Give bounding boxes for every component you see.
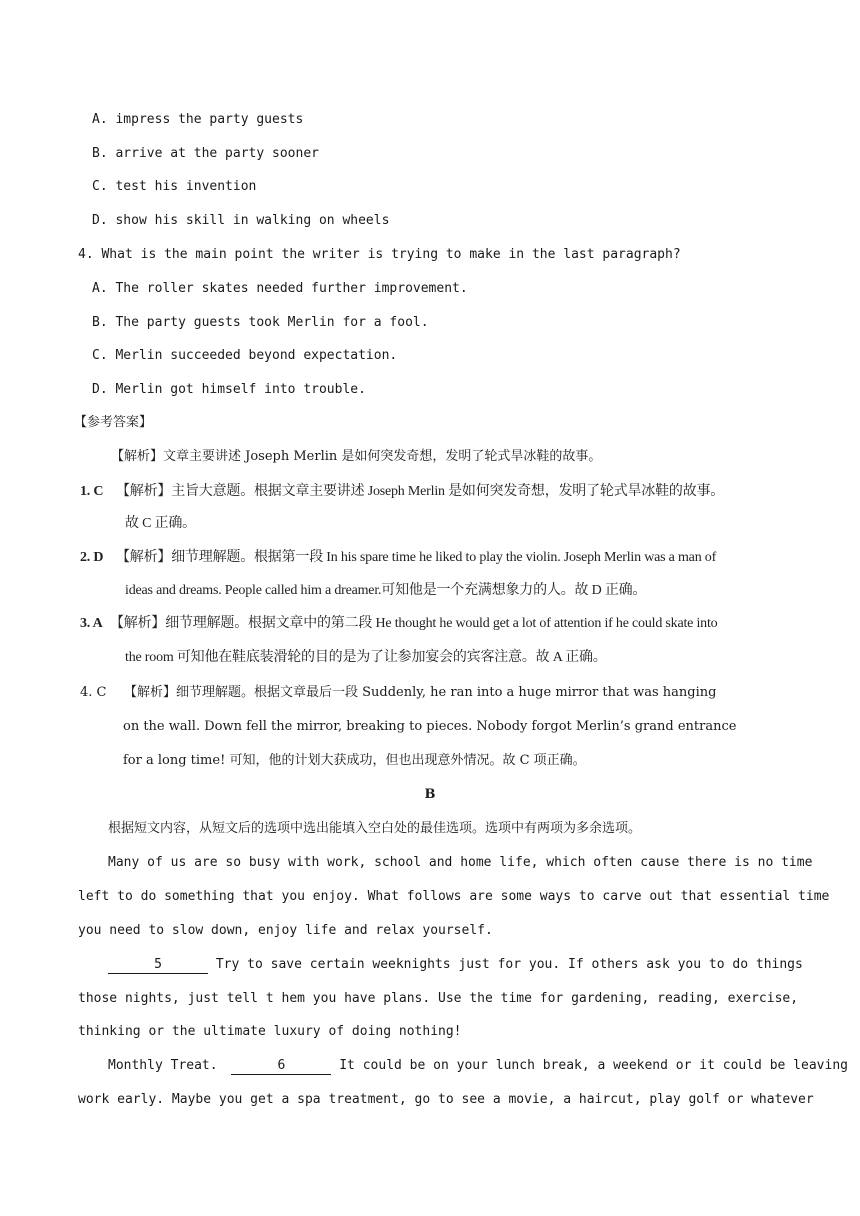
para1-line3: you need to slow down, enjoy life and relax yourself. — [78, 923, 493, 938]
answer-number: 1. C — [80, 484, 104, 499]
para3-text: It could be on your lunch break, a weekend or it could be leaving — [339, 1058, 848, 1073]
summary: 【解析】文章主要讲述 Joseph Merlin 是如何突发奇想，发明了轮式旱冰鞋的故事。 — [111, 449, 602, 464]
option-a: A. impress the party guests — [92, 112, 304, 127]
answer-1 — [80, 482, 724, 502]
q4-option-a: A. The roller skates needed further improvement. — [92, 281, 468, 296]
answer-text: 【解析】细节理解题。根据第一段 In his spare time he liked to play the violin. Joseph Merlin was a man of — [116, 550, 717, 565]
answer-text: 【解析】细节理解题。根据文章中的第二段 He thought he would get a lot of attention if he could skate into — [110, 616, 718, 631]
para3-line2: work early. Maybe you get a spa treatment, go to see a movie, a haircut, play golf or whatever — [78, 1092, 814, 1107]
blank-5[interactable]: 5 — [108, 957, 208, 974]
answer-1-cont: 故 C 正确。 — [125, 516, 196, 531]
para3-line1 — [108, 1056, 848, 1076]
para2-line1 — [108, 955, 803, 975]
question-4-stem: 4. What is the main point the writer is trying to make in the last paragraph? — [78, 247, 681, 262]
answer-number: 2. D — [80, 550, 104, 565]
answer-4-cont: on the wall. Down fell the mirror, breaking to pieces. Nobody forgot Merlin’s grand entrance — [123, 719, 737, 734]
para3-lead: Monthly Treat. — [108, 1058, 218, 1073]
answer-2-cont: ideas and dreams. People called him a dreamer.可知他是一个充满想象力的人。故 D 正确。 — [125, 583, 647, 598]
option-d: D. show his skill in walking on wheels — [92, 213, 390, 228]
answer-number: 3. A — [80, 616, 103, 631]
para2-text: Try to save certain weeknights just for you. If others ask you to do things — [215, 957, 803, 972]
answer-2 — [80, 548, 716, 568]
answer-3-cont: the room 可知他在鞋底装滑轮的目的是为了让参加宴会的宾客注意。故 A 正确。 — [125, 650, 607, 665]
option-c: C. test his invention — [92, 179, 257, 194]
q4-option-c: C. Merlin succeeded beyond expectation. — [92, 348, 398, 363]
answer-text: 【解析】主旨大意题。根据文章主要讲述 Joseph Merlin 是如何突发奇想，发明了轮式旱冰鞋的故事。 — [116, 484, 725, 499]
section-b-title: B — [424, 787, 436, 802]
para2-line2: those nights, just tell t hem you have plans. Use the time for gardening, reading, exercise, — [78, 991, 799, 1006]
para2-line3: thinking or the ultimate luxury of doing nothing! — [78, 1024, 462, 1039]
q4-option-b: B. The party guests took Merlin for a fool. — [92, 315, 429, 330]
answer-4-cont-2: for a long time! 可知，他的计划大获成功，但也出现意外情况。故 C 项正确。 — [123, 753, 586, 768]
answer-4 — [80, 683, 716, 703]
para1-line1: Many of us are so busy with work, school and home life, which often cause there is no time — [108, 855, 813, 870]
answer-text: 【解析】细节理解题。根据文章最后一段 Suddenly, he ran into a huge mirror that was hanging — [124, 685, 717, 700]
instruction: 根据短文内容，从短文后的选项中选出能填入空白处的最佳选项。选项中有两项为多余选项。 — [108, 821, 642, 836]
answer-header: 【参考答案】 — [74, 415, 153, 430]
blank-6[interactable]: 6 — [231, 1058, 331, 1075]
option-b: B. arrive at the party sooner — [92, 146, 319, 161]
answer-number: 4. C — [80, 685, 107, 700]
q4-option-d: D. Merlin got himself into trouble. — [92, 382, 366, 397]
para1-line2: left to do something that you enjoy. What follows are some ways to carve out that essential time — [78, 889, 830, 904]
answer-3 — [80, 614, 717, 634]
